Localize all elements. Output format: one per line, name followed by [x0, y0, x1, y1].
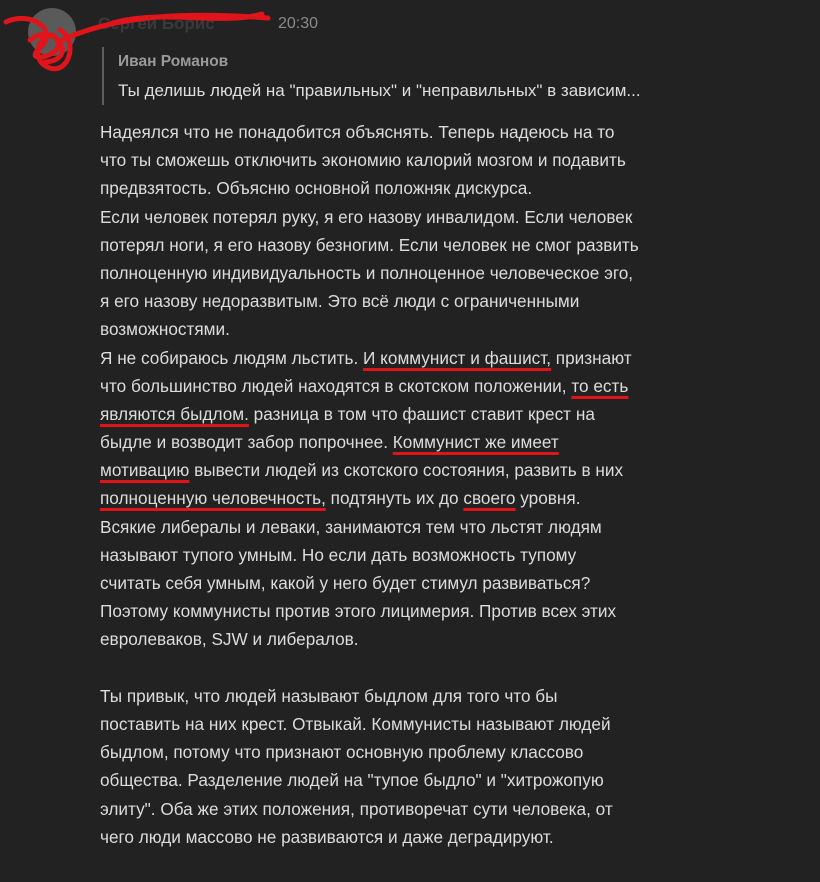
- text-segment: чего люди массово не развиваются и даже деградируют.: [100, 826, 554, 847]
- underlined-phrase: И коммунист и фашист,: [363, 347, 552, 368]
- message-line: [100, 625, 805, 653]
- message-time: 20:30: [278, 15, 319, 32]
- message-line: [100, 174, 805, 202]
- message-line: [100, 231, 805, 259]
- message-line: [100, 541, 805, 569]
- text-segment: Всякие либералы и леваки, занимаются тем что льстят людям: [100, 516, 602, 537]
- text-segment: быдле и возводит забор попрочнее.: [100, 432, 393, 453]
- message-line: [100, 456, 805, 484]
- text-segment: что большинство людей находятся в скотском положении,: [100, 375, 572, 396]
- message-line: [100, 428, 805, 456]
- text-segment: Ты привык, что людей называют быдлом для того что бы: [100, 685, 558, 706]
- text-segment: поставить на них крест. Отвыкай. Коммунисты называют людей: [100, 713, 611, 734]
- text-segment: общества. Разделение людей на "тупое быдло" и "хитрожопую: [100, 770, 604, 791]
- text-segment: предвзятость. Объясню основной положняк дискурса.: [100, 178, 533, 199]
- message-line: [100, 597, 805, 625]
- message-line: [100, 400, 805, 428]
- text-segment: элиту". Оба же этих положения, противоречат сути человека, от: [100, 798, 613, 819]
- message-line: [100, 203, 805, 231]
- message-line: [100, 710, 805, 738]
- message-header: [98, 10, 318, 38]
- message-line: [100, 146, 805, 174]
- underlined-phrase: являются быдлом.: [100, 403, 249, 424]
- message-line: [100, 315, 805, 343]
- text-segment: разница в том что фашист ставит крест на: [248, 403, 595, 424]
- message-line: [100, 372, 805, 400]
- message-body: [100, 118, 805, 851]
- text-segment: называют тупого умным. Но если дать возможность тупому: [100, 544, 577, 565]
- message-line: [100, 682, 805, 710]
- text-segment: Надеялся что не понадобится объяснять. Теперь надеюсь на то: [100, 122, 615, 142]
- text-segment: Поэтому коммунисты против этого лицимерия. Против всех этих: [100, 601, 617, 622]
- text-segment: Если человек потерял руку, я его назову инвалидом. Если человек: [100, 206, 633, 227]
- text-segment: быдлом, потому что признают основную проблему классово: [100, 742, 584, 763]
- message-line: [100, 287, 805, 315]
- message-line: [100, 118, 805, 146]
- message-line: [100, 738, 805, 766]
- message-line: [100, 823, 805, 851]
- text-segment: потерял ноги, я его назову безногим. Если человек не смог развить: [100, 234, 639, 255]
- underlined-phrase: мотивацию: [100, 460, 190, 481]
- underlined-phrase: Коммунист же имеет: [392, 432, 559, 453]
- text-segment: полноценную индивидуальность и полноценное человеческое эго,: [100, 262, 634, 283]
- message-line: [100, 766, 805, 794]
- text-segment: уровня.: [515, 488, 581, 509]
- text-segment: евролеваков, SJW и либералов.: [100, 629, 359, 650]
- message-line: [100, 484, 805, 512]
- message-line: [100, 513, 805, 541]
- reply-text: Ты делишь людей на "правильных" и "неправильных" в зависим...: [118, 81, 641, 100]
- reply-quote[interactable]: [102, 47, 772, 105]
- message-line: [100, 569, 805, 597]
- text-segment: возможностями.: [100, 319, 230, 340]
- text-segment: что ты сможешь отключить экономию калорий мозгом и подавить: [100, 150, 626, 171]
- message-line: [100, 795, 805, 823]
- text-segment: я его назову недоразвитым. Это всё люди с ограниченными: [100, 291, 580, 312]
- message-line: [100, 259, 805, 287]
- underlined-phrase: полноценную человечность,: [100, 488, 326, 509]
- text-segment: признают: [551, 347, 632, 368]
- text-segment: считать себя умным, какой у него будет стимул развиваться?: [100, 573, 591, 593]
- text-segment: подтянуть их до: [325, 488, 464, 509]
- underlined-phrase: то есть: [571, 375, 629, 396]
- text-segment: вывести людей из скотского состояния, развить в них: [189, 460, 624, 481]
- text-segment: Я не собираюсь людям льстить.: [100, 347, 364, 368]
- message-line: [100, 654, 805, 682]
- author-name[interactable]: Сергей Борис: [98, 14, 215, 33]
- underlined-phrase: своего: [463, 488, 516, 509]
- reply-author: Иван Романов: [118, 53, 229, 70]
- avatar[interactable]: [28, 8, 76, 56]
- message-line: [100, 344, 805, 372]
